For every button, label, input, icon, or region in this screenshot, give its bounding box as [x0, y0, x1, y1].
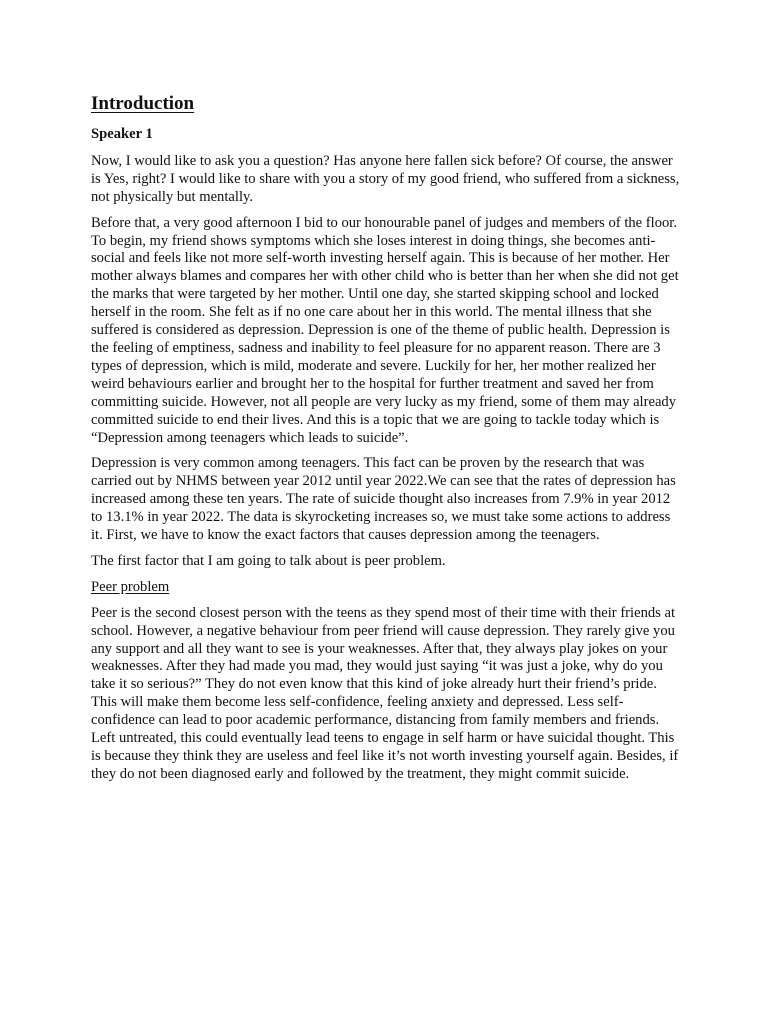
- paragraph-friend-story: Before that, a very good afternoon I bid to our honourable panel of judges and members of the floor. To begin, my friend shows symptoms which she loses interest in doing things, she becomes anti-social and feels like not more self-worth investing herself again. This is because of her mother. Her mother always blames and compares her with other child who is better than her when she did not get the marks that were targeted by her mother. Until one day, she started skipping school and locked herself in the room. She felt as if no one care about her in this world. The mental illness that she suffered is considered as depression. Depression is one of the theme of public health. Depression is the feeling of emptiness, sadness and inability to feel pleasure for no apparent reason. There are 3 types of depression, which is mild, moderate and severe. Luckily for her, her mother realized her weird behaviours earlier and brought her to the hospital for further treatment and saved her from committing suicide. However, not all people are very lucky as my friend, some of them may already committed suicide to end their lives. And this is a topic that we are going to tackle today which is “Depression among teenagers which leads to suicide”.: [91, 214, 679, 446]
- paragraph-peer-problem: Peer is the second closest person with the teens as they spend most of their time with their friends at school. However, a negative behaviour from peer friend will cause depression. They rarely give you any support and all they want to see is your weaknesses. After that, they always play jokes on your weaknesses. After they had made you mad, they would just saying “it was just a joke, why do you take it so serious?” They do not even know that this kind of joke already hurt their friend’s pride. This will make them become less self-confidence, feeling anxiety and depressed. Less self-confidence can lead to poor academic performance, distancing from family members and friends. Left untreated, this could eventually lead teens to engage in self harm or have suicidal thought. This is because they think they are useless and feel like it’s not worth investing yourself again. Besides, if they do not been diagnosed early and followed by the treatment, they might commit suicide.: [91, 604, 679, 782]
- speaker-label: Speaker 1: [91, 126, 153, 142]
- paragraph-statistics: Depression is very common among teenagers. This fact can be proven by the research that was carried out by NHMS between year 2012 until year 2022.We can see that the rates of depression has increased among these ten years. The rate of suicide thought also increases from 7.9% in year 2012 to 13.1% in year 2022. The data is skyrocketing increases so, we must take some actions to address it. First, we have to know the exact factors that causes depression among the teenagers.: [91, 455, 676, 544]
- document-page: [91, 92, 681, 792]
- paragraph-first-factor: The first factor that I am going to talk about is peer problem.: [91, 552, 446, 569]
- document-title: Introduction: [91, 93, 195, 114]
- paragraph-opening-question: Now, I would like to ask you a question? Has anyone here fallen sick before? Of course, the answer is Yes, right? I would like to share with you a story of my good friend, who suffered from a sickness, not physically but mentally.: [91, 152, 680, 205]
- subheading-peer-problem: Peer problem: [91, 578, 170, 595]
